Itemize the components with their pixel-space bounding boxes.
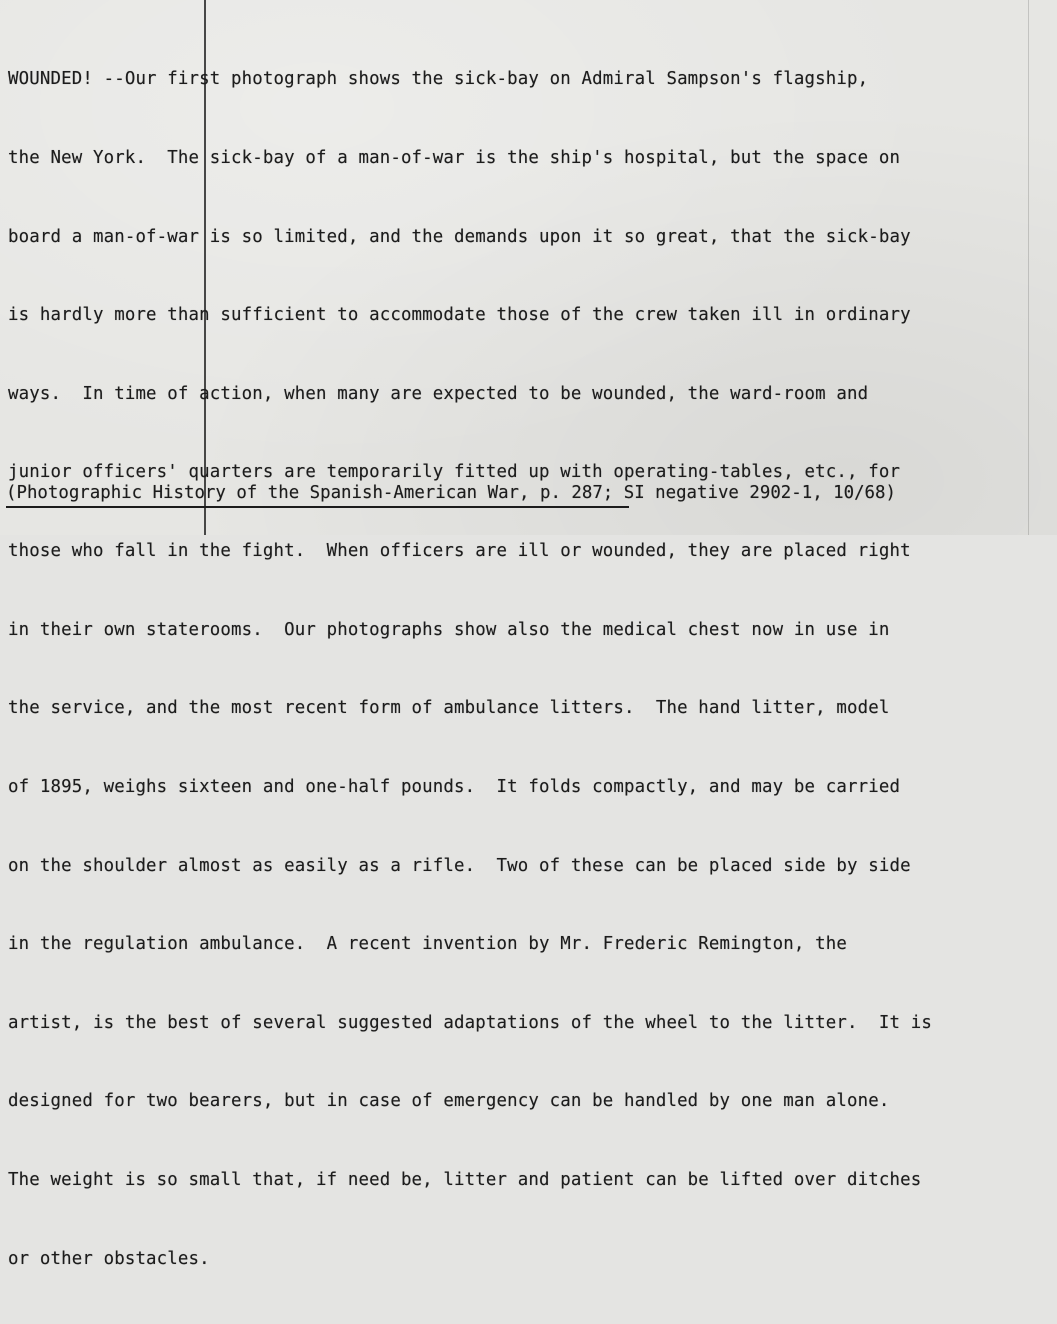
text-line: the service, and the most recent form of ambulance litters. The hand litter, model <box>8 698 890 719</box>
text-line: artist, is the best of several suggested adaptations of the wheel to the litter. It is <box>8 1012 932 1033</box>
citation-text: (Photographic History of the Spanish-American War, p. 287; SI negative 2902-1, 10/68) <box>6 483 896 503</box>
text-line: or other obstacles. <box>8 1248 210 1269</box>
text-line: in the regulation ambulance. A recent invention by Mr. Frederic Remington, the <box>8 934 847 955</box>
text-line: of 1895, weighs sixteen and one-half pounds. It folds compactly, and may be carried <box>8 776 901 797</box>
text-line: the New York. The sick-bay of a man-of-war is the ship's hospital, but the space on <box>8 148 901 169</box>
text-line: board a man-of-war is so limited, and the demands upon it so great, that the sick-bay <box>8 226 911 247</box>
text-line: The weight is so small that, if need be, litter and patient can be lifted over ditches <box>8 1169 922 1190</box>
text-line: ways. In time of action, when many are expected to be wounded, the ward-room and <box>8 383 869 404</box>
text-line: WOUNDED! --Our first photograph shows the sick-bay on Admiral Sampson's flagship, <box>8 69 869 90</box>
text-line: on the shoulder almost as easily as a rifle. Two of these can be placed side by side <box>8 855 911 876</box>
body-text <box>8 14 1048 1324</box>
text-line: in their own staterooms. Our photographs show also the medical chest now in use in <box>8 619 890 640</box>
citation-underline <box>6 506 629 508</box>
text-line: junior officers' quarters are temporarily fitted up with operating-tables, etc., for <box>8 462 901 483</box>
text-line: is hardly more than sufficient to accommodate those of the crew taken ill in ordinary <box>8 305 911 326</box>
text-line: those who fall in the fight. When officers are ill or wounded, they are placed right <box>8 541 911 562</box>
text-line: designed for two bearers, but in case of emergency can be handled by one man alone. <box>8 1091 890 1112</box>
